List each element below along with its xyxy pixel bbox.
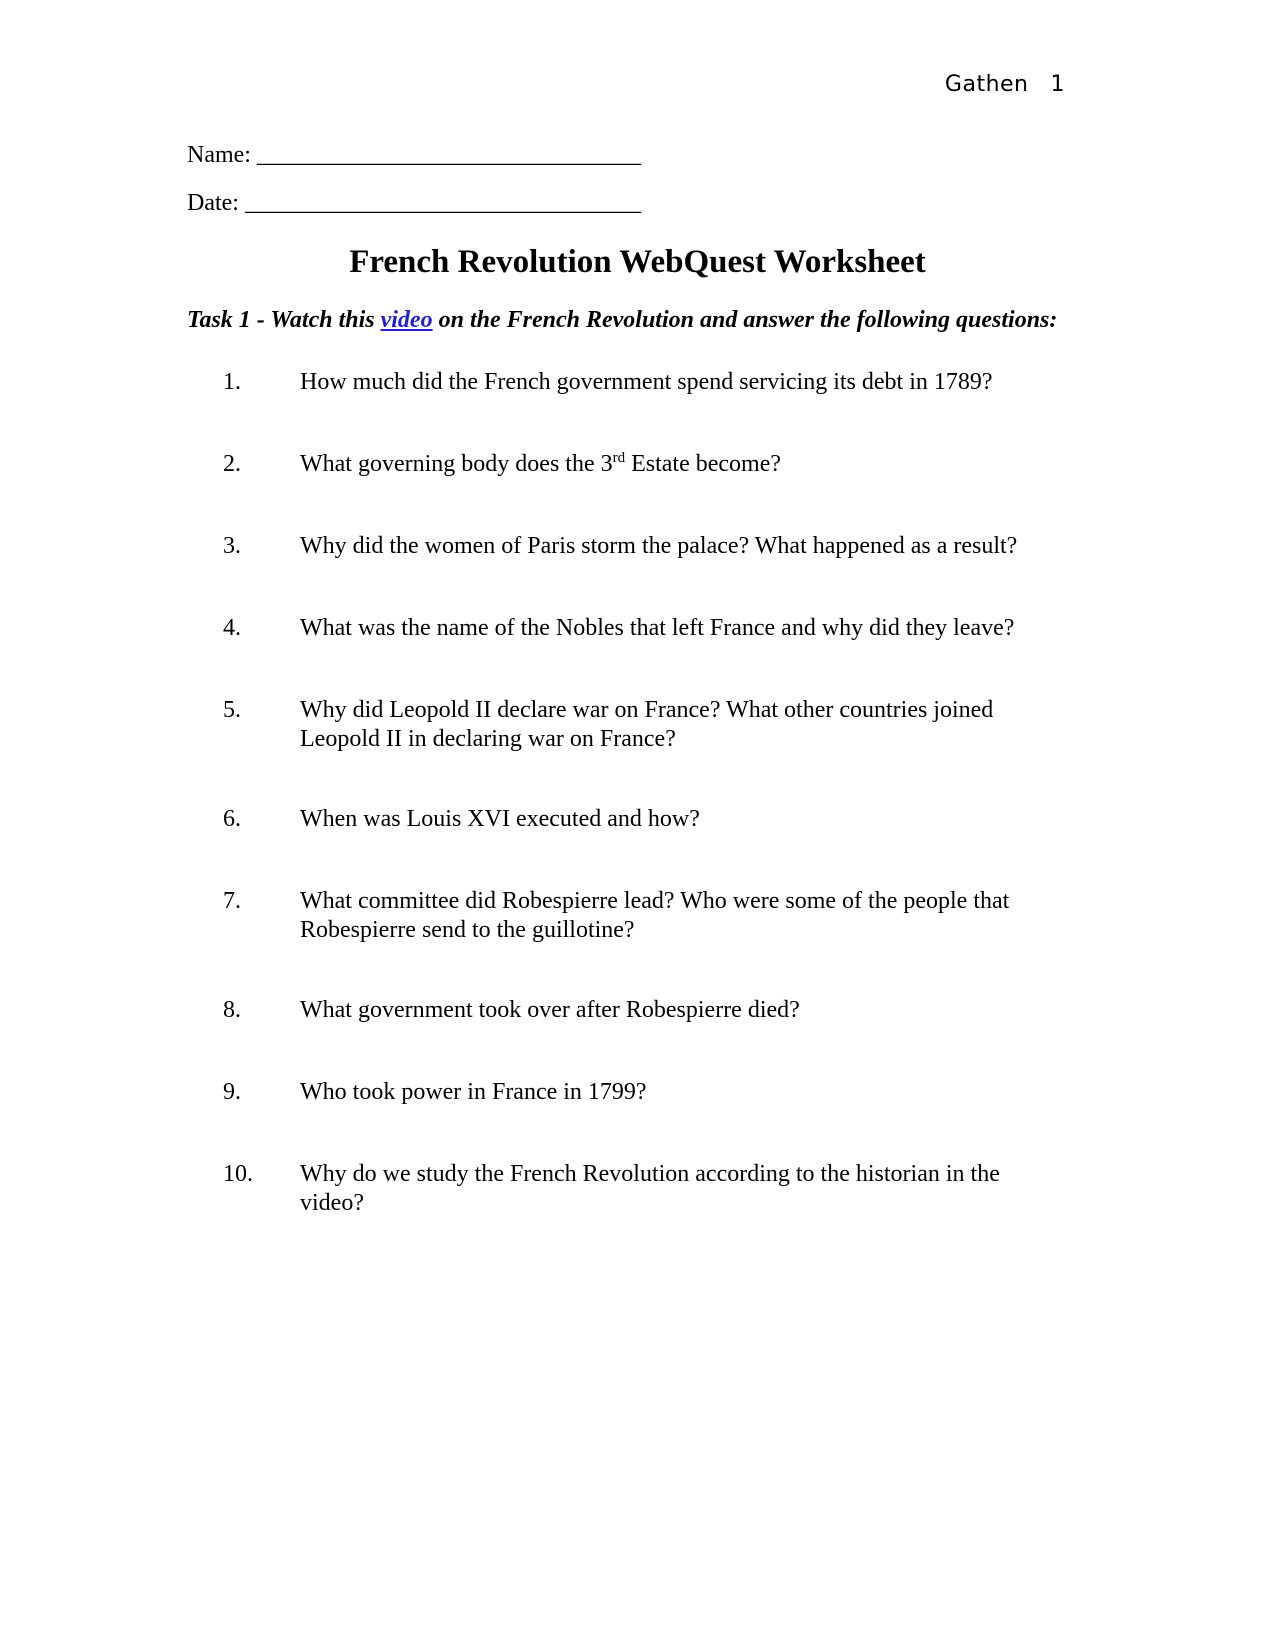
question-text: What committee did Robespierre lead? Who were some of the people that Robespierre send to the guillotine? — [300, 888, 1010, 943]
name-field[interactable] — [187, 142, 641, 169]
question-text: How much did the French government spend servicing its debt in 1789? — [300, 369, 993, 395]
question-text: What government took over after Robespierre died? — [300, 997, 800, 1023]
name-blank-line[interactable]: ________________________________ — [256, 142, 641, 168]
video-link[interactable]: video — [380, 307, 433, 333]
date-field[interactable] — [187, 190, 641, 217]
worksheet-title: French Revolution WebQuest Worksheet — [349, 244, 926, 280]
page-number: 1 — [1050, 72, 1065, 97]
date-blank-line[interactable]: _________________________________ — [244, 190, 641, 216]
date-label: Date: — [187, 190, 239, 216]
question-number: 6. — [223, 806, 241, 832]
task-suffix: on the French Revolution and answer the following questions: — [432, 307, 1058, 333]
question-text: Why did Leopold II declare war on France? What other countries joined Leopold II in declaring war on France? — [300, 697, 994, 752]
question-number: 10. — [223, 1161, 253, 1187]
question-text — [300, 450, 1060, 479]
question-number: 7. — [223, 888, 241, 914]
question-number: 9. — [223, 1079, 241, 1105]
header-author: Gathen — [944, 72, 1029, 97]
question-number: 3. — [223, 533, 241, 559]
name-label: Name: — [187, 142, 251, 168]
question-text: Why do we study the French Revolution according to the historian in the video? — [300, 1161, 1000, 1216]
question-text: Why did the women of Paris storm the palace? What happened as a result? — [300, 533, 1018, 559]
question-text: What was the name of the Nobles that left France and why did they leave? — [300, 615, 1015, 641]
task-prefix: Task 1 - Watch this — [187, 307, 381, 333]
question-number: 4. — [223, 615, 241, 641]
question-number: 8. — [223, 997, 241, 1023]
question-text: When was Louis XVI executed and how? — [300, 806, 700, 832]
question-text-start: What governing body does the 3 — [300, 451, 613, 477]
running-header — [945, 72, 1065, 97]
question-number: 5. — [223, 697, 241, 723]
question-number: 1. — [223, 369, 241, 395]
task-instructions — [187, 306, 1067, 335]
question-text: Who took power in France in 1799? — [300, 1079, 647, 1105]
question-number: 2. — [223, 451, 241, 477]
question-text-end: Estate become? — [625, 451, 782, 477]
ordinal-suffix: rd — [612, 450, 626, 466]
